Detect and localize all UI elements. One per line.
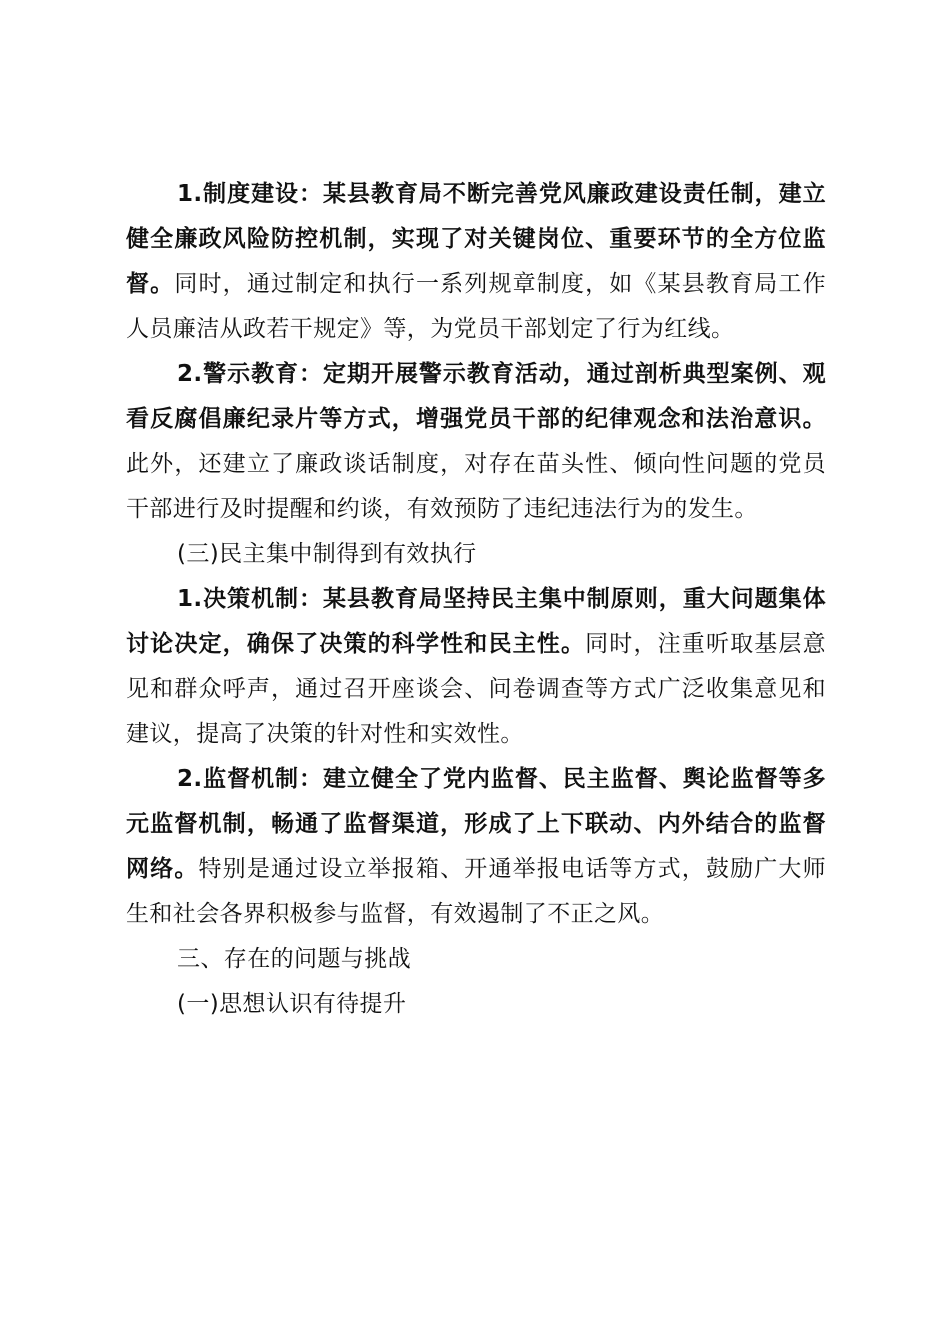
paragraph-decision-mechanism [126, 577, 826, 757]
paragraph-text: 此外，还建立了廉政谈话制度，对存在苗头性、倾向性问题的党员干部进行及时提醒和约谈，有效预防了违纪违法行为的发生。 [126, 451, 826, 522]
paragraph-text: 同时，注重听取基层意见和群众呼声，通过召开座谈会、问卷调查等方式广泛收集意见和建议，提高了决策的针对性和实效性。 [126, 631, 827, 747]
document-body [126, 172, 826, 1027]
paragraph-text: 同时，通过制定和执行一系列规章制度，如《某县教育局工作人员廉洁从政若干规定》等，为党员干部划定了行为红线。 [126, 271, 826, 342]
paragraph-warning-education [126, 352, 826, 532]
paragraph-system-building [126, 172, 826, 352]
paragraph-lead-bold: 1.制度建设：某县教育局不断完善党风廉政建设责任制，建立健全廉政风险防控机制，实现了对关键岗位、重要环节的全方位监督。 [126, 181, 826, 297]
chapter-heading-problems-challenges: 三、存在的问题与挑战 [177, 946, 411, 972]
paragraph-lead-bold: 2.警示教育：定期开展警示教育活动，通过剖析典型案例、观看反腐倡廉纪录片等方式，增强党员干部的纪律观念和法治意识。 [126, 361, 826, 432]
paragraph-supervision-mechanism [126, 757, 826, 937]
paragraph-lead-bold: 2.监督机制：建立健全了党内监督、民主监督、舆论监督等多元监督机制，畅通了监督渠道，形成了上下联动、内外结合的监督网络。 [126, 766, 826, 882]
section-heading-democratic-centralism: (三)民主集中制得到有效执行 [177, 541, 477, 567]
paragraph-lead-bold: 1.决策机制：某县教育局坚持民主集中制原则，重大问题集体讨论决定，确保了决策的科学性和民主性。 [126, 586, 826, 657]
paragraph-text: 特别是通过设立举报箱、开通举报电话等方式，鼓励广大师生和社会各界积极参与监督，有效遏制了不正之风。 [126, 856, 826, 927]
section-heading-ideological-awareness: (一)思想认识有待提升 [177, 991, 407, 1017]
